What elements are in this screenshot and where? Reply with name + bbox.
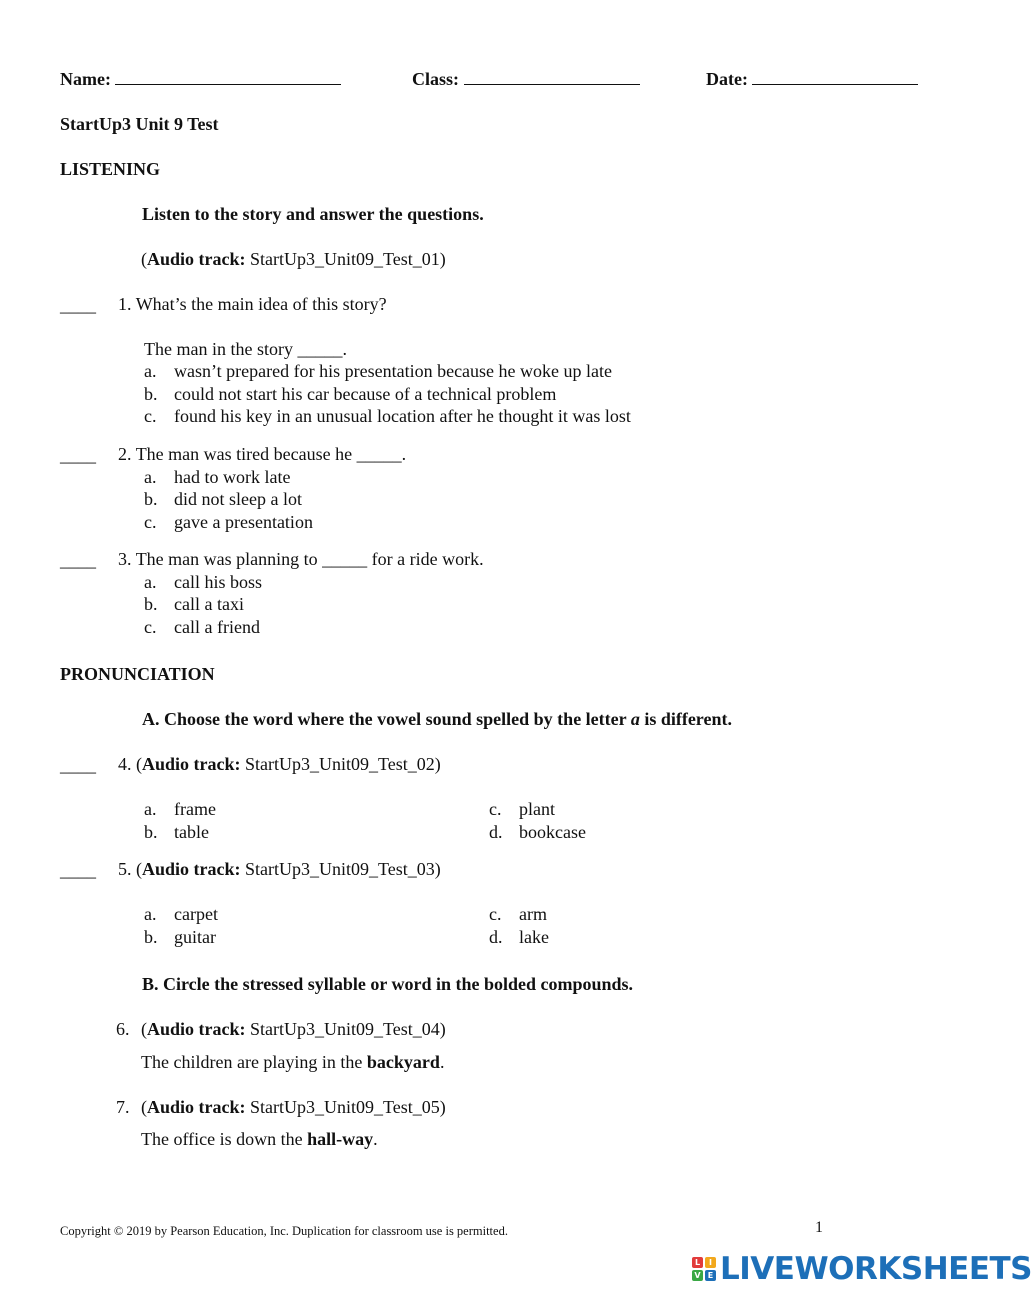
audio-label: Audio track: [147, 1097, 246, 1117]
option-text: bookcase [519, 822, 586, 842]
option-text: found his key in an unusual location after he thought it was lost [174, 406, 631, 426]
page-title: StartUp3 Unit 9 Test [60, 114, 219, 134]
answer-blank-1[interactable]: ____ [60, 295, 96, 315]
audio-value: StartUp3_Unit09_Test_02) [240, 754, 441, 774]
option-3b[interactable] [144, 593, 244, 615]
sentence-text: . [439, 1052, 445, 1072]
option-letter: a. [144, 467, 157, 487]
date-label: Date: [706, 69, 748, 89]
date-line[interactable] [752, 68, 918, 85]
question-5 [118, 858, 441, 880]
audio-label: Audio track: [142, 754, 241, 774]
audio-label: Audio track: [147, 1019, 246, 1039]
option-letter: b. [144, 489, 158, 509]
listening-heading: LISTENING [60, 159, 161, 179]
name-field[interactable] [60, 68, 341, 90]
question-number: 1. [118, 294, 132, 314]
option-4c[interactable] [489, 798, 555, 820]
question-7 [116, 1096, 446, 1118]
option-4b[interactable] [144, 821, 209, 843]
question-number: 6. [116, 1019, 130, 1039]
audio-paren: ( [136, 859, 142, 879]
audio-value: StartUp3_Unit09_Test_01) [245, 249, 446, 269]
option-text: call a taxi [174, 594, 244, 614]
logo-mark-icon [692, 1257, 716, 1281]
section-a-instruction [142, 708, 732, 730]
option-2a[interactable] [144, 466, 290, 488]
audio-label: Audio track: [147, 249, 246, 269]
option-text: call a friend [174, 617, 260, 637]
compound-word[interactable]: backyard [366, 1052, 440, 1072]
question-7-sentence[interactable] [141, 1128, 378, 1150]
answer-blank-5[interactable]: ____ [60, 860, 96, 880]
class-field[interactable] [412, 68, 640, 90]
instruction-text: A. Choose the word where the vowel sound spelled by the letter [142, 709, 631, 729]
question-number: 4. [118, 754, 132, 774]
option-4a[interactable] [144, 798, 216, 820]
compound-word[interactable]: hall-way [307, 1129, 374, 1149]
question-4 [118, 753, 441, 775]
option-letter: b. [144, 594, 158, 614]
audio-value: StartUp3_Unit09_Test_04) [245, 1019, 446, 1039]
option-letter: a. [144, 361, 157, 381]
option-text: arm [519, 904, 547, 924]
audio-paren: ( [141, 1019, 147, 1039]
class-line[interactable] [464, 68, 640, 85]
question-text: What’s the main idea of this story? [135, 294, 387, 314]
option-5b[interactable] [144, 926, 216, 948]
logo-letter: E [705, 1270, 716, 1281]
logo-letter: I [705, 1257, 716, 1268]
audio-label: Audio track: [142, 859, 241, 879]
option-letter: c. [144, 512, 157, 532]
listening-audio-track [141, 248, 446, 270]
page-number: 1 [815, 1219, 823, 1236]
question-number: 3. [118, 549, 132, 569]
option-text: could not start his car because of a technical problem [174, 384, 557, 404]
question-number: 7. [116, 1097, 130, 1117]
question-1-stem: The man in the story _____. [144, 339, 347, 359]
pronunciation-heading: PRONUNCIATION [60, 664, 215, 684]
answer-blank-3[interactable]: ____ [60, 550, 96, 570]
question-2 [118, 443, 406, 465]
option-letter: c. [489, 904, 502, 924]
option-letter: d. [489, 822, 503, 842]
section-b-instruction: B. Circle the stressed syllable or word in the bolded compounds. [142, 974, 634, 994]
audio-value: StartUp3_Unit09_Test_03) [240, 859, 441, 879]
audio-paren: ( [136, 754, 142, 774]
copyright-notice: Copyright © 2019 by Pearson Education, Inc. Duplication for classroom use is permitted. [60, 1224, 508, 1238]
option-letter: c. [144, 406, 157, 426]
option-letter: d. [489, 927, 503, 947]
option-text: lake [519, 927, 549, 947]
name-label: Name: [60, 69, 111, 89]
answer-blank-4[interactable]: ____ [60, 755, 96, 775]
question-6 [116, 1018, 446, 1040]
option-3a[interactable] [144, 571, 262, 593]
option-text: did not sleep a lot [174, 489, 302, 509]
option-text: had to work late [174, 467, 291, 487]
option-1b[interactable] [144, 383, 556, 405]
question-3 [118, 548, 484, 570]
option-2b[interactable] [144, 488, 302, 510]
option-1c[interactable] [144, 405, 631, 427]
sentence-text: The office is down the [141, 1129, 308, 1149]
option-letter: a. [144, 799, 157, 819]
question-text: The man was tired because he _____. [135, 444, 407, 464]
sentence-text: . [373, 1129, 378, 1149]
audio-paren: ( [141, 1097, 147, 1117]
liveworksheets-logo [692, 1252, 1032, 1286]
instruction-letter: a [630, 709, 640, 729]
instruction-text: is different. [639, 709, 732, 729]
option-5c[interactable] [489, 903, 547, 925]
option-4d[interactable] [489, 821, 586, 843]
class-label: Class: [412, 69, 460, 89]
option-letter: c. [144, 617, 157, 637]
option-text: frame [174, 799, 216, 819]
option-1a[interactable] [144, 360, 612, 382]
option-5d[interactable] [489, 926, 549, 948]
brand-name: LIVEWORKSHEETS [720, 1251, 1032, 1287]
logo-letter: L [692, 1257, 703, 1268]
option-text: carpet [174, 904, 218, 924]
option-letter: a. [144, 904, 157, 924]
option-letter: b. [144, 822, 158, 842]
question-1 [118, 293, 387, 315]
question-number: 5. [118, 859, 132, 879]
option-letter: b. [144, 927, 158, 947]
listening-instruction: Listen to the story and answer the questions. [142, 204, 484, 224]
sentence-text: The children are playing in the [141, 1052, 367, 1072]
answer-blank-2[interactable]: ____ [60, 445, 96, 465]
question-text: The man was planning to _____ for a ride work. [135, 549, 484, 569]
option-2c[interactable] [144, 511, 313, 533]
option-text: gave a presentation [174, 512, 313, 532]
option-3c[interactable] [144, 616, 260, 638]
option-text: plant [519, 799, 555, 819]
logo-letter: V [692, 1270, 703, 1281]
option-text: guitar [174, 927, 216, 947]
question-6-sentence[interactable] [141, 1051, 444, 1073]
question-number: 2. [118, 444, 132, 464]
option-letter: c. [489, 799, 502, 819]
audio-paren: ( [141, 249, 147, 269]
option-letter: a. [144, 572, 157, 592]
name-line[interactable] [115, 68, 341, 85]
audio-value: StartUp3_Unit09_Test_05) [245, 1097, 446, 1117]
date-field[interactable] [706, 68, 918, 90]
option-text: call his boss [174, 572, 262, 592]
option-text: wasn’t prepared for his presentation because he woke up late [174, 361, 613, 381]
option-letter: b. [144, 384, 158, 404]
option-text: table [174, 822, 209, 842]
option-5a[interactable] [144, 903, 218, 925]
